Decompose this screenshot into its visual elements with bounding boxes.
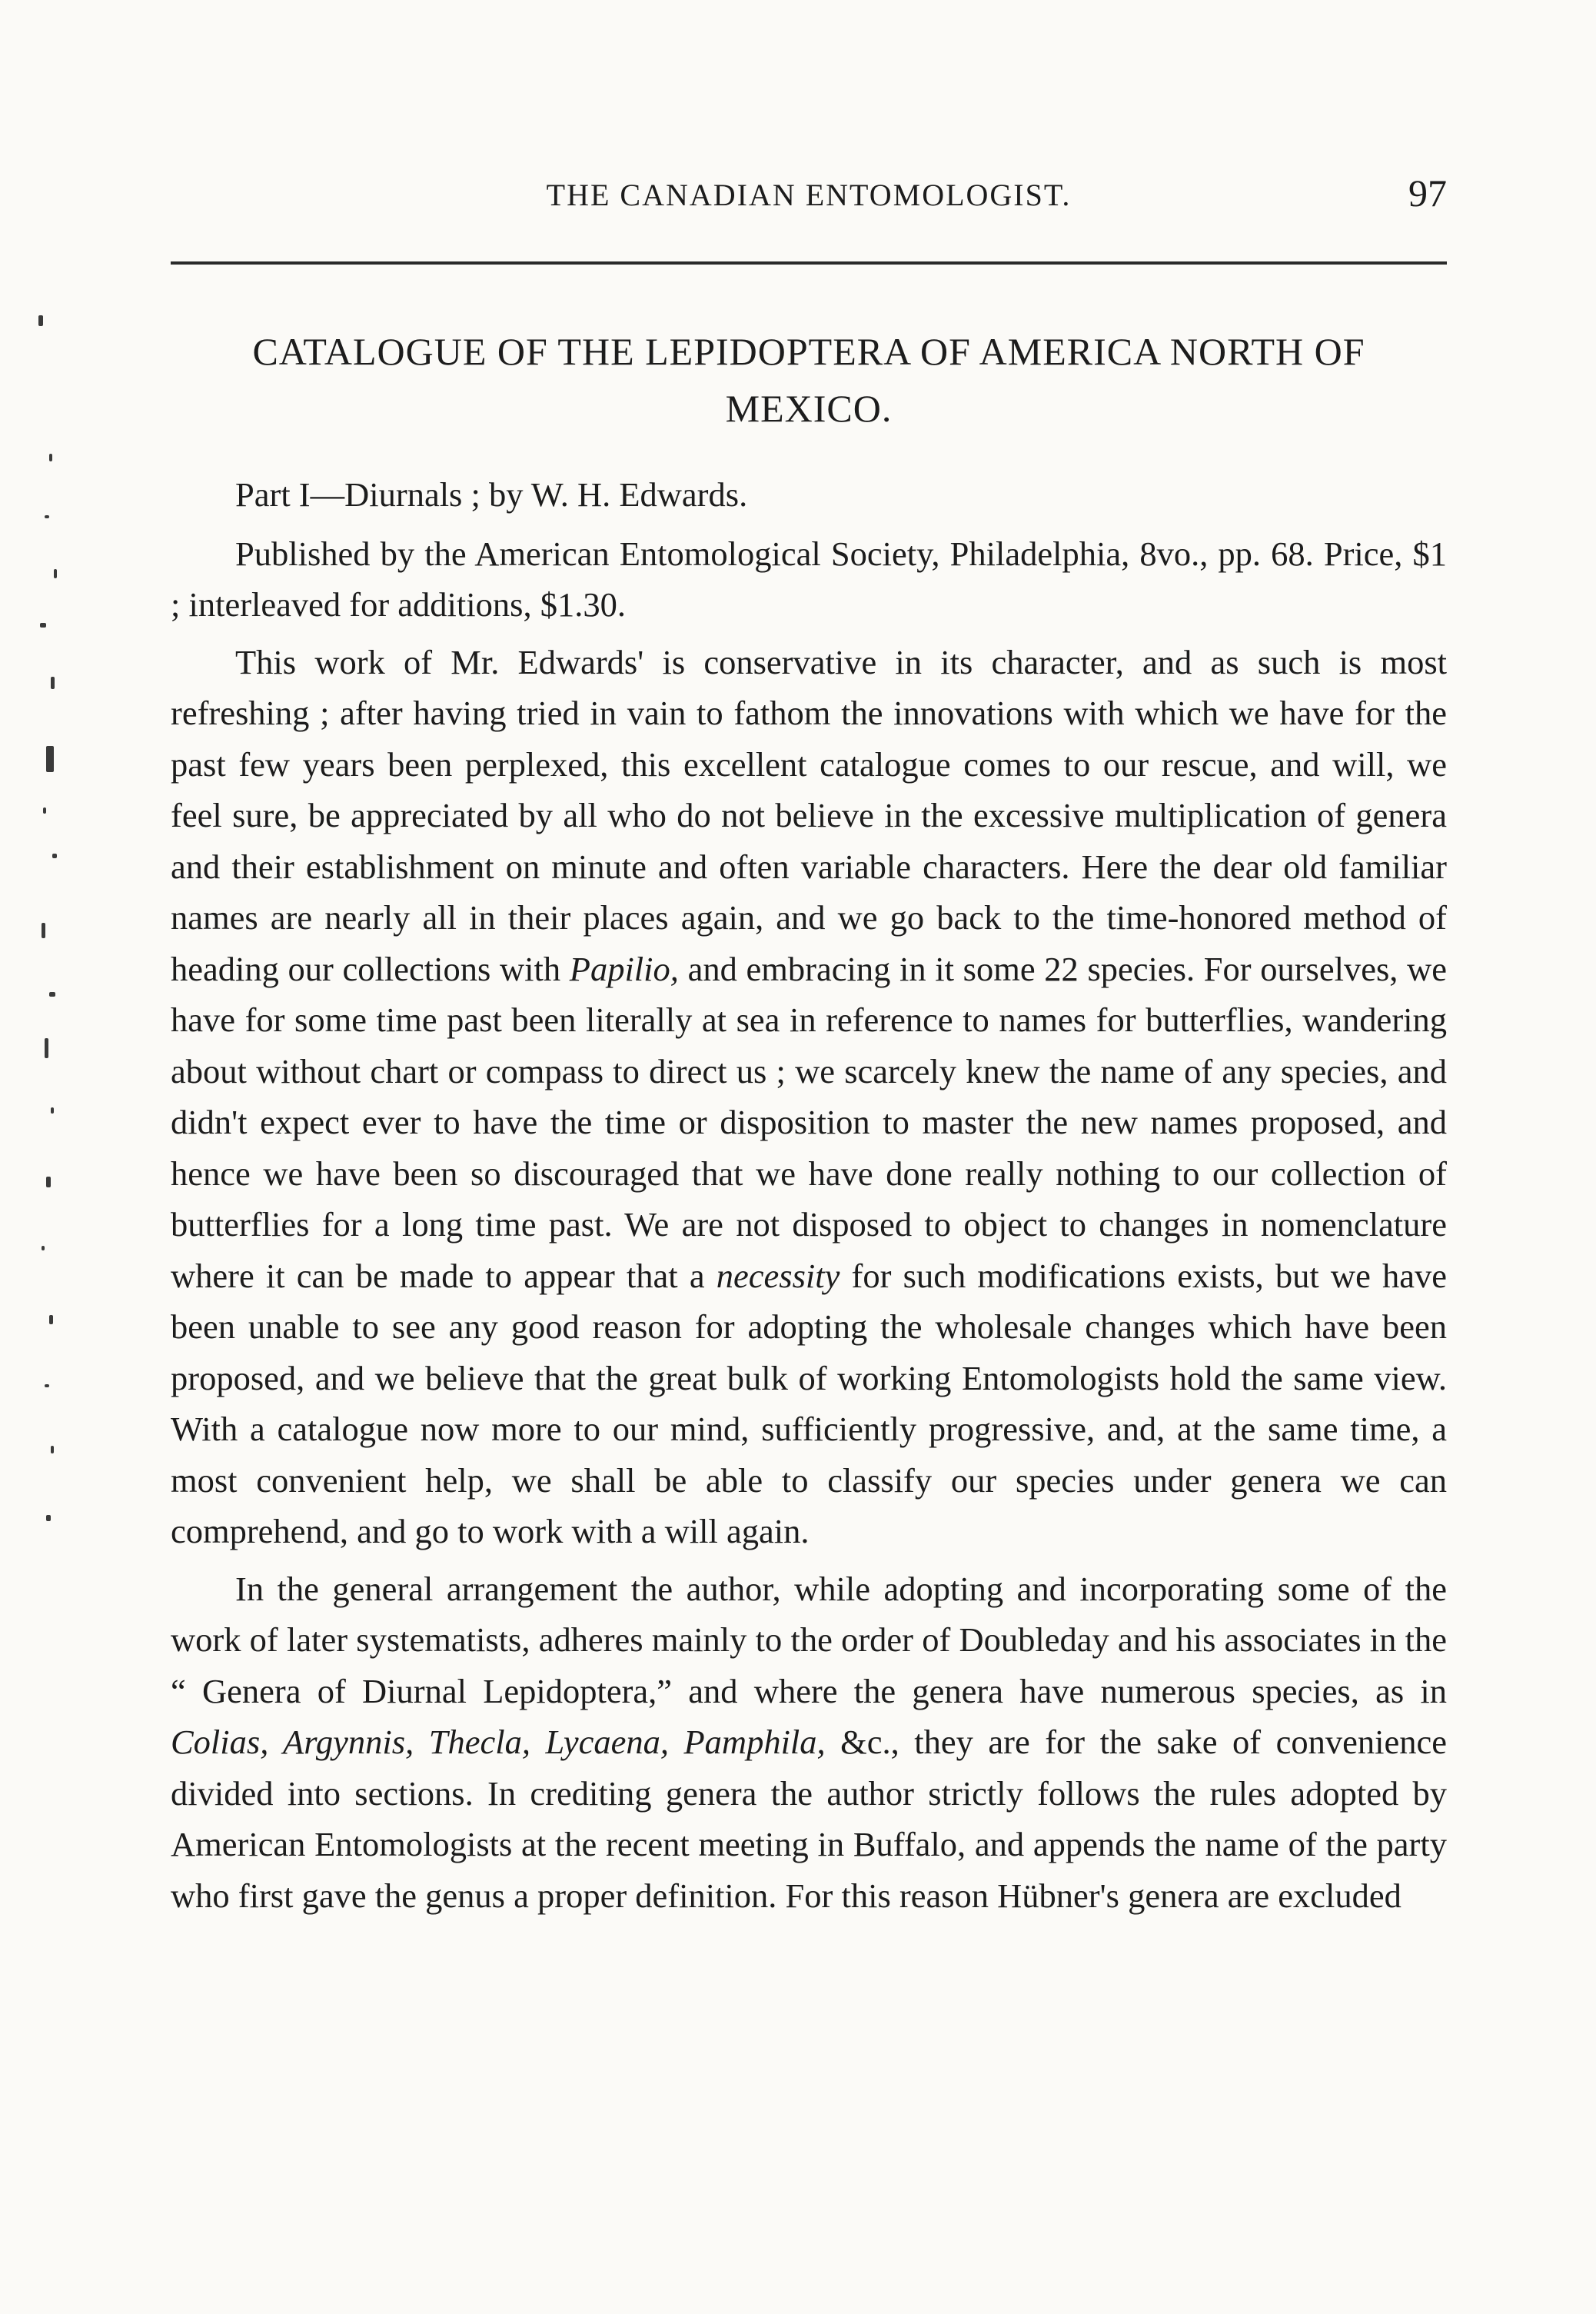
margin-speck xyxy=(46,746,54,772)
margin-speck xyxy=(51,677,55,689)
margin-speck xyxy=(38,315,43,326)
margin-speck xyxy=(46,1177,51,1187)
article-body xyxy=(171,469,1447,1921)
margin-speck xyxy=(49,1315,53,1324)
page-header xyxy=(171,171,1447,225)
margin-speck xyxy=(42,1246,45,1250)
paragraph: In the general arrangement the author, while adopting and incorporating some of the work of later systematists, adheres mainly to the order of Doubleday and his associates in the “ Genera of Diurnal Lepidoptera,” and where the genera have numerous species, as in Colias, Argynnis, Thecla, Lycaena, Pamphila, &c., they are for the sake of convenience divided into sections. In crediting genera the author strictly follows the rules adopted by American Entomologists at the recent meeting in Buffalo, and appends the name of the party who first gave the genus a proper definition. For this reason Hübner's genera are excluded xyxy=(171,1569,1447,1915)
header-rule xyxy=(171,261,1447,265)
italic-term: necessity xyxy=(716,1256,840,1295)
italic-term: Colias, Argynnis, Thecla, Lycaena, Pamphila, xyxy=(171,1723,826,1761)
paragraph: This work of Mr. Edwards' is conservative in its character, and as such is most refreshing ; after having tried in vain to fathom the innovations with which we have for the past few years been perplexed, this excellent catalogue comes to our rescue, and will, we feel sure, be appreciated by all who do not believe in the excessive multiplication of genera and their establishment on minute and often variable characters. Here the dear old familiar names are nearly all in their places again, and we go back to the time-honored method of heading our collections with Papilio, and embracing in it some 22 species. For ourselves, we have for some time past been literally at sea in reference to names for butterflies, wandering about without chart or compass to direct us ; we scarcely knew the name of any species, and didn't expect ever to have the time or disposition to master the new names proposed, and hence we have been so discouraged that we have done really nothing to our collection of butterflies for a long time past. We are not disposed to object to changes in nomenclature where it can be made to appear that a necessity for such modifications exists, but we have been unable to see any good reason for adopting the wholesale changes which have been proposed, and we believe that the great bulk of working Entomologists hold the same view. With a catalogue now more to our mind, sufficiently progressive, and, at the same time, a most convenient help, we shall be able to classify our species under genera we can comprehend, and go to work with a will again. xyxy=(171,642,1447,1550)
running-title: THE CANADIAN ENTOMOLOGIST. xyxy=(546,178,1072,212)
article-title: CATALOGUE OF THE LEPIDOPTERA OF AMERICA NORTH OF MEXICO. xyxy=(252,330,1365,430)
margin-speck xyxy=(51,1446,54,1453)
publication-note: Published by the American Entomological Society, Philadelphia, 8vo., pp. 68. Price, $1 ; interleaved for additions, $1.30. xyxy=(171,534,1447,624)
margin-speck xyxy=(52,854,57,858)
margin-speck xyxy=(43,807,46,814)
margin-speck xyxy=(49,454,52,461)
margin-speck xyxy=(46,1515,51,1521)
margin-speck xyxy=(49,992,55,997)
margin-speck xyxy=(40,623,46,628)
margin-speck xyxy=(45,515,49,518)
margin-bleed-through xyxy=(23,315,69,1561)
margin-speck xyxy=(42,923,45,938)
margin-speck xyxy=(45,1038,48,1058)
margin-speck xyxy=(51,1107,54,1114)
italic-term: Papilio, xyxy=(569,949,679,988)
margin-speck xyxy=(54,569,57,578)
byline: Part I—Diurnals ; by W. H. Edwards. xyxy=(235,475,748,514)
page-number: 97 xyxy=(1408,171,1447,215)
margin-speck xyxy=(45,1384,49,1387)
